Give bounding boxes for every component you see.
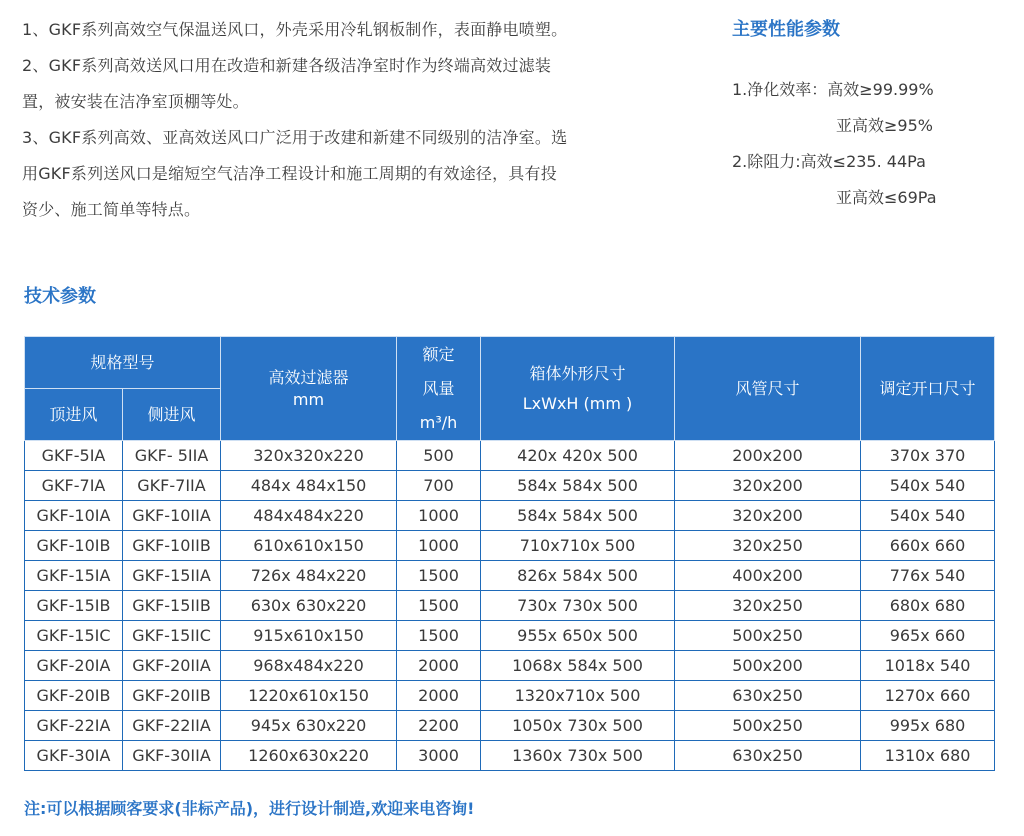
intro-line: 1、GKF系列高效空气保温送风口，外壳采用冷轧钢板制作，表面静电喷塑。 <box>22 20 568 39</box>
cell-duct-size: 400x200 <box>675 561 861 591</box>
performance-line: 1.净化效率：高效≥99.99% <box>732 80 934 99</box>
cell-top-inlet-model: GKF-5IA <box>25 441 123 471</box>
cell-side-inlet-model: GKF-20IIA <box>123 651 221 681</box>
cell-opening-size: 540x 540 <box>861 471 995 501</box>
cell-rated-airflow: 500 <box>397 441 481 471</box>
cell-top-inlet-model: GKF-10IA <box>25 501 123 531</box>
table-row <box>25 561 995 591</box>
performance-line: 亚高效≤69Pa <box>836 188 937 207</box>
cell-side-inlet-model: GKF-10IIA <box>123 501 221 531</box>
cell-box-size: 1360x 730x 500 <box>481 741 675 771</box>
header-box-unit: LxWxH (mm ) <box>522 393 633 413</box>
cell-opening-size: 680x 680 <box>861 591 995 621</box>
cell-side-inlet-model: GKF-15IIA <box>123 561 221 591</box>
cell-rated-airflow: 1500 <box>397 591 481 621</box>
footnote: 注:可以根据顾客要求(非标产品)，进行设计制造,欢迎来电咨询! <box>24 799 475 818</box>
table-title: 技术参数 <box>24 286 96 307</box>
cell-opening-size: 540x 540 <box>861 501 995 531</box>
intro-line: 资少、施工简单等特点。 <box>22 200 201 219</box>
spec-table <box>24 336 995 771</box>
cell-top-inlet-model: GKF-20IA <box>25 651 123 681</box>
cell-top-inlet-model: GKF-15IA <box>25 561 123 591</box>
cell-duct-size: 320x200 <box>675 501 861 531</box>
cell-rated-airflow: 2200 <box>397 711 481 741</box>
cell-box-size: 710x710x 500 <box>481 531 675 561</box>
table-row <box>25 501 995 531</box>
cell-rated-airflow: 1500 <box>397 561 481 591</box>
cell-top-inlet-model: GKF-15IB <box>25 591 123 621</box>
cell-opening-size: 1018x 540 <box>861 651 995 681</box>
cell-filter-size: 726x 484x220 <box>221 561 397 591</box>
cell-duct-size: 630x250 <box>675 741 861 771</box>
intro-line: 2、GKF系列高效送风口用在改造和新建各级洁净室时作为终端高效过滤装 <box>22 56 552 75</box>
cell-rated-airflow: 2000 <box>397 651 481 681</box>
cell-rated-airflow: 1500 <box>397 621 481 651</box>
cell-opening-size: 1270x 660 <box>861 681 995 711</box>
header-duct: 风管尺寸 <box>675 337 861 441</box>
cell-duct-size: 500x250 <box>675 621 861 651</box>
intro-line: 置，被安装在洁净室顶棚等处。 <box>22 92 249 111</box>
performance-line: 2.除阻力:高效≤235. 44Pa <box>732 152 926 171</box>
cell-duct-size: 500x200 <box>675 651 861 681</box>
cell-rated-airflow: 1000 <box>397 531 481 561</box>
cell-filter-size: 484x 484x150 <box>221 471 397 501</box>
table-row <box>25 441 995 471</box>
intro-text <box>22 12 662 228</box>
cell-box-size: 1068x 584x 500 <box>481 651 675 681</box>
header-filter-label: 高效过滤器 <box>268 367 349 387</box>
performance-panel <box>732 14 1012 216</box>
cell-opening-size: 995x 680 <box>861 711 995 741</box>
cell-side-inlet-model: GKF-10IIB <box>123 531 221 561</box>
cell-top-inlet-model: GKF-10IB <box>25 531 123 561</box>
performance-title: 主要性能参数 <box>732 19 840 40</box>
cell-duct-size: 320x250 <box>675 531 861 561</box>
cell-rated-airflow: 2000 <box>397 681 481 711</box>
cell-top-inlet-model: GKF-7IA <box>25 471 123 501</box>
table-row <box>25 591 995 621</box>
cell-box-size: 584x 584x 500 <box>481 501 675 531</box>
cell-box-size: 826x 584x 500 <box>481 561 675 591</box>
spec-table-body <box>25 441 995 771</box>
intro-line: 用GKF系列送风口是缩短空气洁净工程设计和施工周期的有效途径，具有投 <box>22 164 557 183</box>
cell-box-size: 730x 730x 500 <box>481 591 675 621</box>
intro-line: 3、GKF系列高效、亚高效送风口广泛用于改建和新建不同级别的洁净室。选 <box>22 128 568 147</box>
header-model: 规格型号 <box>25 337 221 389</box>
header-side-inlet: 侧进风 <box>123 389 221 441</box>
cell-rated-airflow: 700 <box>397 471 481 501</box>
header-airflow-unit: m³/h <box>419 412 458 432</box>
cell-box-size: 955x 650x 500 <box>481 621 675 651</box>
table-row <box>25 681 995 711</box>
cell-opening-size: 660x 660 <box>861 531 995 561</box>
table-row <box>25 621 995 651</box>
cell-filter-size: 630x 630x220 <box>221 591 397 621</box>
cell-opening-size: 1310x 680 <box>861 741 995 771</box>
table-row <box>25 531 995 561</box>
header-airflow-line1: 额定 <box>422 344 455 364</box>
cell-filter-size: 610x610x150 <box>221 531 397 561</box>
header-airflow <box>397 337 481 441</box>
table-row <box>25 471 995 501</box>
cell-side-inlet-model: GKF- 5IIA <box>123 441 221 471</box>
header-filter-unit: mm <box>292 389 325 409</box>
cell-side-inlet-model: GKF-15IIB <box>123 591 221 621</box>
cell-opening-size: 965x 660 <box>861 621 995 651</box>
cell-duct-size: 500x250 <box>675 711 861 741</box>
cell-box-size: 1320x710x 500 <box>481 681 675 711</box>
cell-side-inlet-model: GKF-20IIB <box>123 681 221 711</box>
cell-filter-size: 320x320x220 <box>221 441 397 471</box>
header-box-label: 箱体外形尺寸 <box>529 363 626 383</box>
cell-side-inlet-model: GKF-15IIC <box>123 621 221 651</box>
table-row <box>25 741 995 771</box>
cell-box-size: 420x 420x 500 <box>481 441 675 471</box>
header-box <box>481 337 675 441</box>
cell-side-inlet-model: GKF-30IIA <box>123 741 221 771</box>
cell-top-inlet-model: GKF-20IB <box>25 681 123 711</box>
cell-side-inlet-model: GKF-22IIA <box>123 711 221 741</box>
cell-filter-size: 945x 630x220 <box>221 711 397 741</box>
cell-filter-size: 1260x630x220 <box>221 741 397 771</box>
cell-top-inlet-model: GKF-22IA <box>25 711 123 741</box>
cell-filter-size: 968x484x220 <box>221 651 397 681</box>
header-filter <box>221 337 397 441</box>
cell-rated-airflow: 1000 <box>397 501 481 531</box>
cell-duct-size: 320x250 <box>675 591 861 621</box>
table-row <box>25 651 995 681</box>
cell-duct-size: 630x250 <box>675 681 861 711</box>
performance-line: 亚高效≥95% <box>836 116 933 135</box>
cell-top-inlet-model: GKF-30IA <box>25 741 123 771</box>
cell-top-inlet-model: GKF-15IC <box>25 621 123 651</box>
cell-filter-size: 1220x610x150 <box>221 681 397 711</box>
header-top-inlet: 顶进风 <box>25 389 123 441</box>
cell-rated-airflow: 3000 <box>397 741 481 771</box>
cell-filter-size: 484x484x220 <box>221 501 397 531</box>
cell-opening-size: 370x 370 <box>861 441 995 471</box>
cell-opening-size: 776x 540 <box>861 561 995 591</box>
cell-filter-size: 915x610x150 <box>221 621 397 651</box>
cell-box-size: 1050x 730x 500 <box>481 711 675 741</box>
cell-duct-size: 200x200 <box>675 441 861 471</box>
cell-side-inlet-model: GKF-7IIA <box>123 471 221 501</box>
cell-duct-size: 320x200 <box>675 471 861 501</box>
table-row <box>25 711 995 741</box>
cell-box-size: 584x 584x 500 <box>481 471 675 501</box>
header-airflow-line2: 风量 <box>422 378 455 398</box>
header-opening: 调定开口尺寸 <box>861 337 995 441</box>
